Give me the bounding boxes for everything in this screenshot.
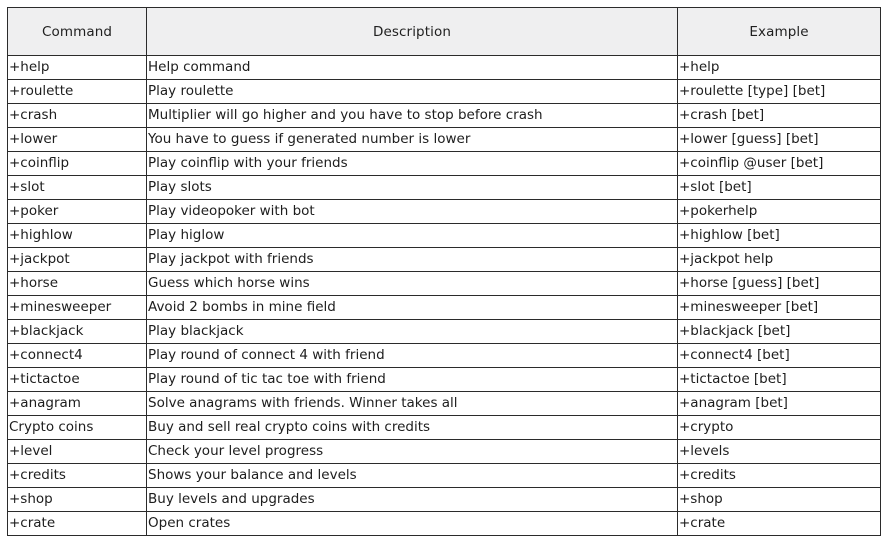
command-cell: +slot: [8, 176, 147, 200]
command-cell: Crypto coins: [8, 416, 147, 440]
description-cell: Play round of tic tac toe with friend: [147, 368, 678, 392]
commands-table-container: [7, 7, 880, 536]
description-cell: You have to guess if generated number is lower: [147, 128, 678, 152]
description-cell: Play jackpot with friends: [147, 248, 678, 272]
column-header-description: Description: [147, 8, 678, 56]
table-row: [8, 200, 881, 224]
command-cell: +anagram: [8, 392, 147, 416]
command-cell: +tictactoe: [8, 368, 147, 392]
header-row: [8, 8, 881, 56]
example-cell: +pokerhelp: [678, 200, 881, 224]
table-body: [8, 56, 881, 536]
command-cell: +horse: [8, 272, 147, 296]
command-cell: +coinflip: [8, 152, 147, 176]
description-cell: Play videopoker with bot: [147, 200, 678, 224]
description-cell: Play round of connect 4 with friend: [147, 344, 678, 368]
command-cell: +shop: [8, 488, 147, 512]
command-cell: +roulette: [8, 80, 147, 104]
command-cell: +blackjack: [8, 320, 147, 344]
description-cell: Play coinflip with your friends: [147, 152, 678, 176]
example-cell: +horse [guess] [bet]: [678, 272, 881, 296]
command-cell: +lower: [8, 128, 147, 152]
example-cell: +credits: [678, 464, 881, 488]
description-cell: Help command: [147, 56, 678, 80]
description-cell: Multiplier will go higher and you have to stop before crash: [147, 104, 678, 128]
command-cell: +crate: [8, 512, 147, 536]
description-cell: Avoid 2 bombs in mine field: [147, 296, 678, 320]
command-cell: +crash: [8, 104, 147, 128]
example-cell: +slot [bet]: [678, 176, 881, 200]
table-row: [8, 512, 881, 536]
table-row: [8, 392, 881, 416]
example-cell: +blackjack [bet]: [678, 320, 881, 344]
table-row: [8, 80, 881, 104]
description-cell: Solve anagrams with friends. Winner takes all: [147, 392, 678, 416]
example-cell: +crypto: [678, 416, 881, 440]
table-row: [8, 224, 881, 248]
example-cell: +jackpot help: [678, 248, 881, 272]
table-row: [8, 272, 881, 296]
table-row: [8, 416, 881, 440]
command-cell: +minesweeper: [8, 296, 147, 320]
command-cell: +highlow: [8, 224, 147, 248]
description-cell: Buy and sell real crypto coins with credits: [147, 416, 678, 440]
example-cell: +shop: [678, 488, 881, 512]
example-cell: +anagram [bet]: [678, 392, 881, 416]
table-row: [8, 440, 881, 464]
table-row: [8, 320, 881, 344]
command-cell: +connect4: [8, 344, 147, 368]
command-cell: +poker: [8, 200, 147, 224]
table-row: [8, 344, 881, 368]
example-cell: +levels: [678, 440, 881, 464]
example-cell: +help: [678, 56, 881, 80]
column-header-example: Example: [678, 8, 881, 56]
table-row: [8, 152, 881, 176]
example-cell: +connect4 [bet]: [678, 344, 881, 368]
example-cell: +coinflip @user [bet]: [678, 152, 881, 176]
command-cell: +level: [8, 440, 147, 464]
table-row: [8, 176, 881, 200]
table-row: [8, 296, 881, 320]
command-cell: +credits: [8, 464, 147, 488]
commands-table: [7, 7, 881, 536]
description-cell: Play blackjack: [147, 320, 678, 344]
table-row: [8, 248, 881, 272]
description-cell: Check your level progress: [147, 440, 678, 464]
description-cell: Play higlow: [147, 224, 678, 248]
table-row: [8, 128, 881, 152]
table-row: [8, 464, 881, 488]
description-cell: Play slots: [147, 176, 678, 200]
example-cell: +crash [bet]: [678, 104, 881, 128]
example-cell: +highlow [bet]: [678, 224, 881, 248]
table-row: [8, 368, 881, 392]
example-cell: +crate: [678, 512, 881, 536]
table-row: [8, 488, 881, 512]
command-cell: +help: [8, 56, 147, 80]
description-cell: Shows your balance and levels: [147, 464, 678, 488]
table-row: [8, 56, 881, 80]
description-cell: Guess which horse wins: [147, 272, 678, 296]
example-cell: +minesweeper [bet]: [678, 296, 881, 320]
column-header-command: Command: [8, 8, 147, 56]
example-cell: +tictactoe [bet]: [678, 368, 881, 392]
table-row: [8, 104, 881, 128]
example-cell: +lower [guess] [bet]: [678, 128, 881, 152]
command-cell: +jackpot: [8, 248, 147, 272]
description-cell: Open crates: [147, 512, 678, 536]
description-cell: Play roulette: [147, 80, 678, 104]
example-cell: +roulette [type] [bet]: [678, 80, 881, 104]
table-header: [8, 8, 881, 56]
description-cell: Buy levels and upgrades: [147, 488, 678, 512]
